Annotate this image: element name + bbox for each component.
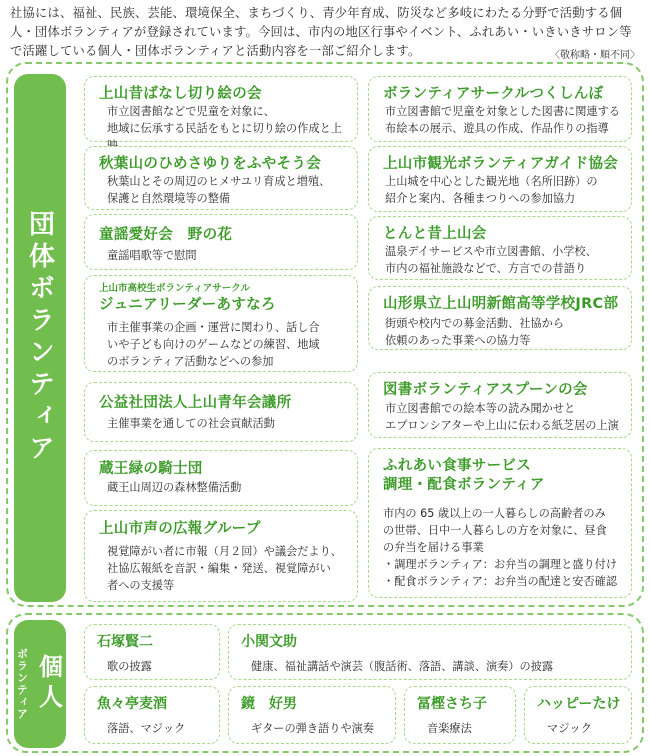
individual-card	[228, 686, 396, 744]
group-card-title: ボランティアサークルつくしんぼ	[383, 86, 604, 102]
individual-name: 石塚賢二	[97, 634, 153, 650]
intro-text: 社協には、福祉、民族、芸能、環境保全、まちづくり、青少年育成、防災など多岐にわたる分野で活動する個人・団体ボランティアが登録されています。今回は、市内の地区行事やイベント、ふれあい・いきいきサロン等で活躍している個人・団体ボランティアと活動内容を一部ご紹介します。	[10, 6, 632, 58]
group-card-desc: 秋葉山とその周辺のヒメサユリ育成と増殖、 保護と自然環境等の整備	[107, 175, 331, 205]
individual-card	[524, 686, 632, 744]
group-card-title: 秋葉山のひめさゆりをふやそう会	[99, 156, 321, 172]
group-card-desc: 温泉デイサービスや市立図書館、小学校、 市内の福祉施設などで、方言での昔語り	[385, 245, 597, 275]
group-card-desc: 市内の 65 歳以上の一人暮らしの高齢者のみ の世帯、日中一人暮らしの方を対象に、昼食 の弁当を届ける事業 ・調理ボランティア：お弁当の調理と盛り付け ・配食ボランティア：お弁当の配達と安否確認	[383, 507, 618, 588]
individual-desc: 健康、福祉講話や演芸（腹話術、落語、講談、演奏）の披露	[251, 660, 554, 673]
group-card	[84, 275, 358, 372]
group-card-desc: 蔵王山周辺の森林整備活動	[107, 481, 242, 494]
individual-desc: マジック	[547, 722, 592, 735]
individual-card	[84, 686, 220, 744]
individual-desc: ギターの弾き語りや演奏	[251, 722, 374, 735]
group-volunteer-label: 団体ボランティア	[24, 210, 55, 466]
group-card-title: とんと昔上山会	[383, 226, 487, 242]
group-card-desc: 市立図書館での絵本等の読み聞かせと エプロンシアターや上山に伝わる紙芝居の上演	[385, 402, 619, 432]
group-card-title: 上山昔ばなし切り絵の会	[99, 86, 262, 102]
group-card-desc: 市主催事業の企画・運営に関わり、話し合 いや子ども向けのゲームなどの練習、地域 のボランティア活動などへの参加	[107, 321, 320, 368]
group-card	[84, 214, 358, 270]
honorific-note: 〈敬称略・順不同〉	[550, 50, 640, 61]
group-card	[368, 372, 632, 438]
group-card	[368, 146, 632, 212]
group-card-title: ジュニアリーダーあすなろ	[99, 297, 276, 313]
group-card-title: 山形県立上山明新館高等学校JRC部	[383, 296, 619, 312]
individual-name: 小関文助	[241, 634, 297, 650]
group-card-title: 蔵王緑の騎士団	[99, 461, 203, 477]
group-card-title: 公益社団法人上山青年会議所	[99, 395, 292, 411]
individual-desc: 歌の披露	[107, 660, 152, 673]
individual-volunteer-band	[14, 620, 66, 748]
group-card	[84, 146, 358, 210]
individual-name: 魚々亭麦酒	[97, 696, 167, 712]
group-card-desc: 市立図書館などで児童を対象に、 地域に伝承する民話をもとに切り絵の作成と上	[107, 105, 342, 135]
group-card-desc: 上山城を中心とした観光地（名所旧跡）の 紹介と案内、各種まつりへの参加協力	[385, 175, 598, 205]
group-card	[84, 382, 358, 442]
group-card-desc: 街頭や校内での募金活動、社協から 依頼のあった事業への協力等	[385, 317, 565, 347]
group-card-title: 童謡愛好会 野の花	[99, 227, 233, 243]
group-card-title: ふれあい食事サービス	[383, 458, 531, 474]
group-card-desc: 視覚障がい者に市報（月２回）や議会だより、 社協広報紙を音訳・編集・発送、視覚障がい 者への支援等	[107, 545, 342, 592]
group-card	[368, 286, 632, 350]
group-volunteer-band	[14, 74, 66, 602]
group-card	[84, 76, 358, 142]
group-card-title-2: 調理・配食ボランティア	[383, 477, 545, 493]
group-card-title: 上山市観光ボランティアガイド協会	[383, 156, 619, 172]
group-card	[368, 216, 632, 280]
individual-name: ハッピーたけ	[537, 696, 621, 712]
group-card-subtitle: 上山市高校生ボランティアサークル	[99, 283, 250, 294]
individual-volunteer-label: 個人	[34, 654, 63, 714]
group-card-desc: 童謡唱歌等で慰問	[107, 249, 197, 262]
group-card	[368, 76, 632, 142]
group-card-title: 図書ボランティアスプーンの会	[383, 382, 588, 398]
group-card-desc: 主催事業を通しての社会貢献活動	[107, 417, 275, 430]
group-card	[368, 448, 632, 598]
group-card-desc: 市立図書館で児童を対象とした図書に関連する 布絵本の展示、遊具の作成、作品作りの指導	[385, 105, 620, 135]
individual-name: 冨樫さち子	[417, 696, 487, 712]
individual-card	[84, 624, 220, 680]
group-card-title: 上山市声の広報グループ	[99, 521, 261, 537]
individual-name: 鏡 好男	[241, 696, 297, 712]
individual-card	[228, 624, 632, 680]
individual-desc: 音楽療法	[427, 722, 472, 735]
group-card	[84, 510, 358, 602]
group-card	[84, 450, 358, 506]
individual-volunteer-sublabel: ボランティア	[15, 648, 29, 720]
individual-card	[404, 686, 516, 744]
individual-desc: 落語、マジック	[107, 722, 186, 735]
